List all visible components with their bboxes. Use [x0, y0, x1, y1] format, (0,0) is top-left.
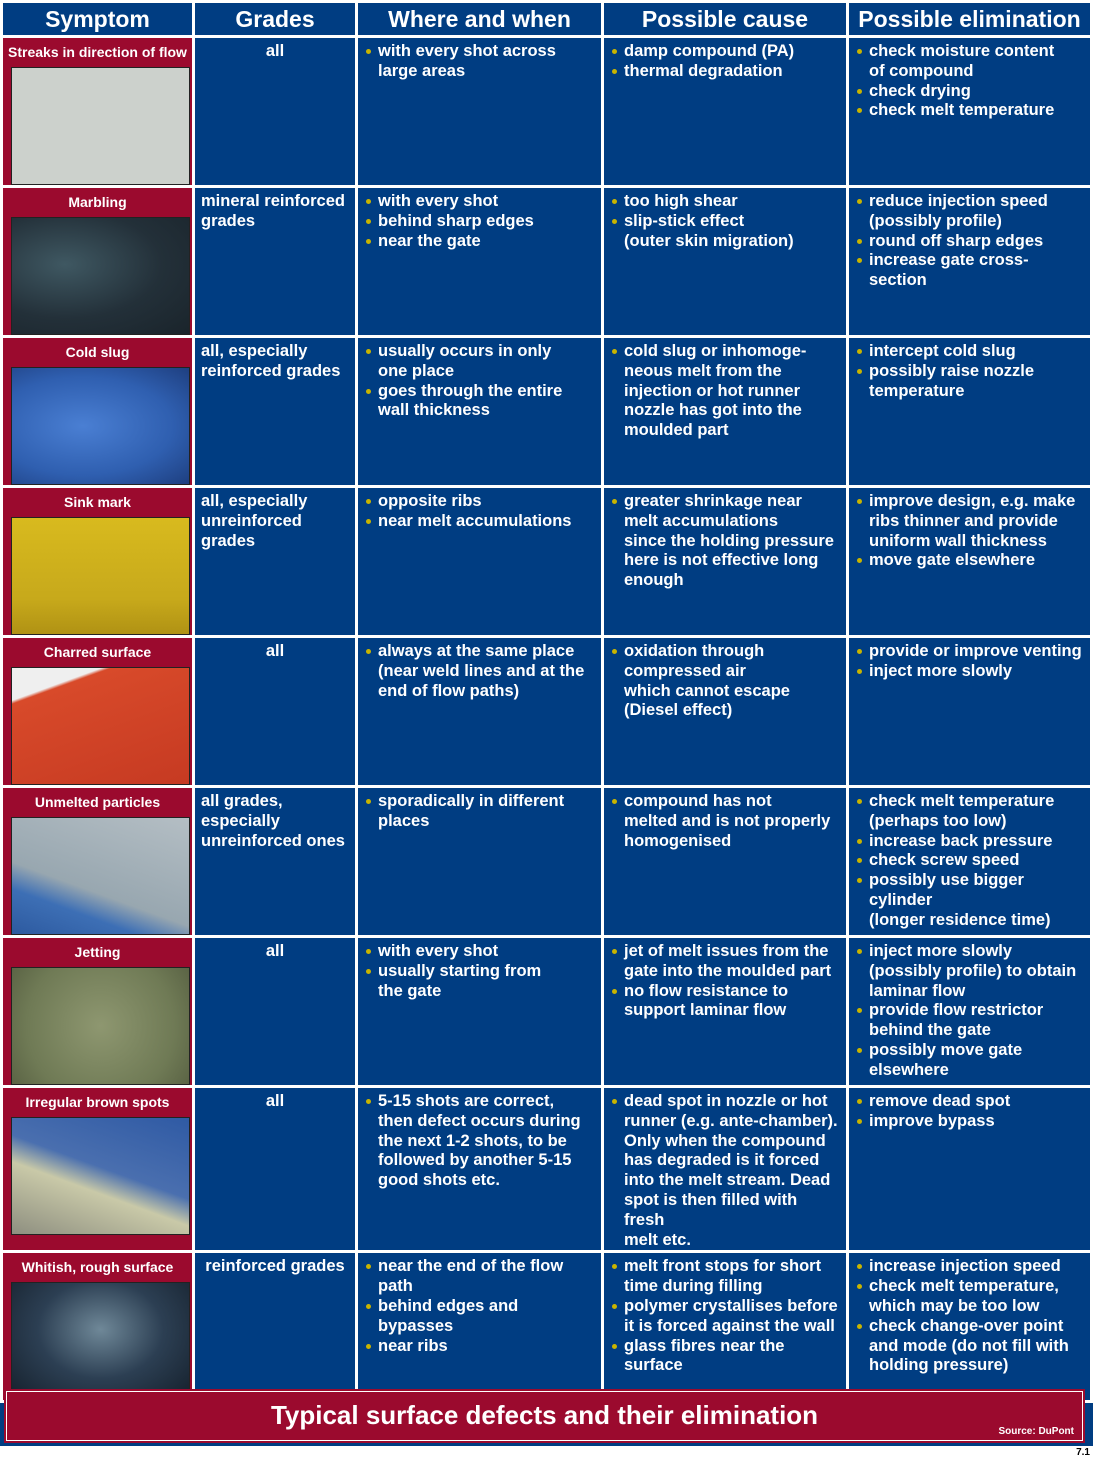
- bullet-list: [610, 642, 840, 721]
- symptom-label: Cold slug: [65, 344, 130, 360]
- table-row: [3, 638, 1090, 785]
- header-possible-elimination: Possible elimination: [849, 3, 1090, 35]
- grades-line: all, especially: [201, 492, 308, 510]
- symptom-cell: [3, 638, 192, 785]
- bullet-item: check screw speed: [855, 851, 1084, 871]
- bullet-item: too high shear: [610, 192, 840, 212]
- grades-cell: [195, 1253, 355, 1400]
- elimination-cell: [849, 338, 1090, 485]
- bullet-item: check melt temperature: [855, 792, 1084, 812]
- bullet-item: improve bypass: [855, 1112, 1084, 1132]
- bullet-continuation: one place: [378, 361, 455, 380]
- symptom-label: Sink mark: [64, 494, 131, 510]
- where-cell: [358, 638, 601, 785]
- header-symptom: Symptom: [3, 3, 192, 35]
- elimination-cell: [849, 1088, 1090, 1250]
- bullet-list: [855, 1257, 1084, 1376]
- elimination-cell: [849, 188, 1090, 335]
- bullet-continuation: temperature: [869, 381, 965, 400]
- bullet-list: [364, 1092, 595, 1191]
- bullet-continuation: spot is then filled with fresh: [624, 1190, 798, 1229]
- grades-line: all: [265, 1092, 285, 1110]
- bullet-continuation: nozzle has got into the: [624, 401, 802, 420]
- grades-cell: [195, 188, 355, 335]
- bullet-list: [855, 792, 1084, 931]
- bullet-continuation: (possibly profile) to obtain: [869, 961, 1077, 980]
- bullet-list: [610, 342, 840, 441]
- sink-mark-photo: [11, 517, 190, 635]
- unmelted-particles-photo: [11, 817, 190, 935]
- bullet-list: [610, 942, 840, 1021]
- elimination-cell: [849, 788, 1090, 935]
- bullet-item: inject more slowly: [855, 942, 1084, 962]
- bullet-list: [364, 792, 595, 832]
- bullet-item: with every shot across: [364, 42, 595, 62]
- cold-slug-photo: [11, 367, 190, 485]
- table-row: [3, 1253, 1090, 1400]
- bullet-list: [610, 1257, 840, 1376]
- bullet-continuation: support laminar flow: [624, 1001, 787, 1020]
- bullet-item: damp compound (PA): [610, 42, 840, 62]
- bullet-list: [364, 342, 595, 421]
- bullet-continuation: uniform wall thickness: [869, 531, 1047, 550]
- bullet-item: check melt temperature,: [855, 1277, 1084, 1297]
- grades-line: all grades,: [201, 792, 283, 810]
- grades-cell: [195, 938, 355, 1085]
- bullet-continuation: since the holding pressure: [624, 531, 834, 550]
- bullet-continuation: good shots etc.: [378, 1171, 500, 1190]
- bullet-item: improve design, e.g. make: [855, 492, 1084, 512]
- bullet-continuation: and mode (do not fill with: [869, 1336, 1069, 1355]
- symptom-cell: [3, 788, 192, 935]
- bullet-item: no flow resistance to: [610, 982, 840, 1002]
- bullet-item: cold slug or inhomoge-: [610, 342, 840, 362]
- bullet-continuation: laminar flow: [869, 981, 966, 1000]
- bullet-item: behind sharp edges: [364, 212, 595, 232]
- grades-cell: [195, 38, 355, 185]
- bullet-item: move gate elsewhere: [855, 551, 1084, 571]
- grades-cell: [195, 488, 355, 635]
- bullet-item: oxidation through: [610, 642, 840, 662]
- bullet-item: remove dead spot: [855, 1092, 1084, 1112]
- table-row: [3, 188, 1090, 335]
- bullet-item: possibly move gate: [855, 1041, 1084, 1061]
- grades-line: unreinforced: [201, 511, 302, 530]
- bullet-continuation: the gate: [378, 981, 442, 1000]
- grades-line: grades: [201, 531, 256, 550]
- grades-line: mineral reinforced: [201, 192, 345, 210]
- table-row: [3, 38, 1090, 185]
- where-cell: [358, 488, 601, 635]
- bullet-item: round off sharp edges: [855, 232, 1084, 252]
- bullet-item: compound has not: [610, 792, 840, 812]
- symptom-label: Irregular brown spots: [25, 1094, 170, 1110]
- bullet-list: [610, 792, 840, 851]
- bullet-list: [610, 192, 840, 251]
- cause-cell: [604, 788, 846, 935]
- bullet-continuation: melt etc.: [624, 1230, 691, 1249]
- bullet-continuation: of compound: [869, 61, 974, 80]
- bullet-list: [364, 42, 595, 82]
- bullet-continuation: it is forced against the wall: [624, 1316, 835, 1335]
- grades-line: grades: [201, 211, 256, 230]
- bullet-list: [855, 642, 1084, 682]
- cause-cell: [604, 188, 846, 335]
- symptom-cell: [3, 1088, 192, 1250]
- footer-title: Typical surface defects and their elimination: [270, 1400, 819, 1430]
- table-row: [3, 488, 1090, 635]
- grades-cell: [195, 788, 355, 935]
- bullet-continuation: (possibly profile): [869, 211, 1002, 230]
- bullet-continuation: the next 1-2 shots, to be: [378, 1131, 567, 1150]
- bullet-continuation: moulded part: [624, 421, 729, 440]
- bullet-continuation: homogenised: [624, 831, 732, 850]
- bullet-list: [855, 1092, 1084, 1132]
- bullet-continuation: large areas: [378, 61, 466, 80]
- bullet-list: [364, 492, 595, 532]
- bullet-item: usually occurs in only: [364, 342, 595, 362]
- symptom-cell: [3, 38, 192, 185]
- symptom-label: Marbling: [68, 194, 127, 210]
- where-cell: [358, 188, 601, 335]
- symptom-label: Jetting: [74, 944, 121, 960]
- bullet-list: [610, 42, 840, 82]
- bullet-item: provide flow restrictor: [855, 1001, 1084, 1021]
- bullet-item: possibly use bigger cylinder: [855, 871, 1084, 911]
- bullet-continuation: (Diesel effect): [624, 701, 733, 720]
- bullet-list: [364, 192, 595, 251]
- where-cell: [358, 338, 601, 485]
- bullet-continuation: melted and is not properly: [624, 811, 831, 830]
- footer-source: Source: DuPont: [998, 1426, 1074, 1437]
- symptom-label: Charred surface: [43, 644, 152, 660]
- bullet-item: with every shot: [364, 942, 595, 962]
- marbling-photo: [11, 217, 190, 335]
- bullet-list: [855, 42, 1084, 121]
- bullet-item: possibly raise nozzle: [855, 362, 1084, 382]
- where-cell: [358, 38, 601, 185]
- bullet-item: always at the same place: [364, 642, 595, 662]
- bullet-item: thermal degradation: [610, 62, 840, 82]
- elimination-cell: [849, 938, 1090, 1085]
- bullet-list: [855, 942, 1084, 1081]
- bullet-item: goes through the entire: [364, 382, 595, 402]
- grades-line: all: [265, 642, 285, 660]
- cause-cell: [604, 638, 846, 785]
- bullet-item: with every shot: [364, 192, 595, 212]
- footer-banner: [6, 1391, 1083, 1441]
- bullet-list: [855, 492, 1084, 571]
- bullet-continuation: time during filling: [624, 1277, 763, 1296]
- bullet-list: [610, 1092, 840, 1250]
- bullet-continuation: followed by another 5-15: [378, 1151, 572, 1170]
- cause-cell: [604, 38, 846, 185]
- bullet-continuation: (longer residence time): [869, 910, 1051, 929]
- elimination-cell: [849, 1253, 1090, 1400]
- bullet-list: [364, 642, 595, 701]
- bullet-continuation: gate into the moulded part: [624, 961, 832, 980]
- cause-cell: [604, 338, 846, 485]
- grades-cell: [195, 1088, 355, 1250]
- bullet-continuation: runner (e.g. ante-chamber).: [624, 1111, 838, 1130]
- bullet-continuation: (near weld lines and at the: [378, 661, 585, 680]
- bullet-continuation: holding pressure): [869, 1356, 1009, 1375]
- grades-line: unreinforced ones: [201, 831, 345, 850]
- elimination-cell: [849, 38, 1090, 185]
- bullet-continuation: elsewhere: [869, 1060, 949, 1079]
- cause-cell: [604, 938, 846, 1085]
- bullet-continuation: then defect occurs during: [378, 1111, 581, 1130]
- symptom-cell: [3, 938, 192, 1085]
- bullet-item: intercept cold slug: [855, 342, 1084, 362]
- cause-cell: [604, 1253, 846, 1400]
- bullet-continuation: melt accumulations: [624, 511, 779, 530]
- grades-line: reinforced grades: [205, 1257, 345, 1276]
- bullet-item: check melt temperature: [855, 101, 1084, 121]
- bullet-item: increase back pressure: [855, 832, 1084, 852]
- cause-cell: [604, 1088, 846, 1250]
- bullet-item: inject more slowly: [855, 662, 1084, 682]
- symptom-cell: [3, 188, 192, 335]
- bullet-continuation: injection or hot runner: [624, 381, 800, 400]
- streaks-photo: [11, 67, 190, 185]
- grades-line: reinforced grades: [201, 361, 341, 380]
- table-row: [3, 788, 1090, 935]
- bullet-item: near ribs: [364, 1337, 595, 1357]
- bullet-item: greater shrinkage near: [610, 492, 840, 512]
- bullet-continuation: which may be too low: [869, 1296, 1040, 1315]
- grades-cell: [195, 638, 355, 785]
- grades-line: especially: [201, 811, 280, 830]
- bullet-item: polymer crystallises before: [610, 1297, 840, 1317]
- jetting-photo: [11, 967, 190, 1085]
- bullet-list: [364, 1257, 595, 1356]
- header-where-and-when: Where and when: [358, 3, 601, 35]
- bullet-continuation: end of flow paths): [378, 681, 520, 700]
- header-grades: Grades: [195, 3, 355, 35]
- bullet-item: provide or improve venting: [855, 642, 1084, 662]
- bullet-continuation: behind the gate: [869, 1021, 991, 1040]
- bullet-continuation: ribs thinner and provide: [869, 511, 1058, 530]
- header-possible-cause: Possible cause: [604, 3, 846, 35]
- header-row: [3, 3, 1090, 35]
- symptom-cell: [3, 1253, 192, 1400]
- bullet-item: sporadically in different: [364, 792, 595, 812]
- bullet-continuation: which cannot escape: [624, 681, 790, 700]
- bullet-item: glass fibres near the surface: [610, 1337, 840, 1377]
- brown-spots-photo: [11, 1117, 190, 1235]
- bullet-item: dead spot in nozzle or hot: [610, 1092, 840, 1112]
- bullet-item: reduce injection speed: [855, 192, 1084, 212]
- bullet-continuation: has degraded is it forced: [624, 1151, 820, 1170]
- bullet-list: [610, 492, 840, 591]
- bullet-item: usually starting from: [364, 962, 595, 982]
- bullet-item: slip-stick effect: [610, 212, 840, 232]
- symptom-label: Whitish, rough surface: [21, 1259, 174, 1276]
- bullet-list: [364, 942, 595, 1001]
- bullet-continuation: wall thickness: [378, 401, 490, 420]
- whitish-surface-photo: [11, 1282, 190, 1400]
- symptom-label: Streaks in direction of flow: [8, 44, 187, 60]
- bullet-item: check change-over point: [855, 1317, 1084, 1337]
- bullet-item: increase injection speed: [855, 1257, 1084, 1277]
- bullet-item: behind edges and bypasses: [364, 1297, 595, 1337]
- bullet-item: jet of melt issues from the: [610, 942, 840, 962]
- charred-surface-photo: [11, 667, 190, 785]
- bullet-item: near melt accumulations: [364, 512, 595, 532]
- bullet-continuation: (outer skin migration): [624, 231, 794, 250]
- bullet-item: increase gate cross-section: [855, 251, 1084, 291]
- bullet-item: check drying: [855, 82, 1084, 102]
- elimination-cell: [849, 488, 1090, 635]
- table-row: [3, 1088, 1090, 1250]
- bullet-continuation: into the melt stream. Dead: [624, 1171, 831, 1190]
- table-row: [3, 938, 1090, 1085]
- table-row: [3, 338, 1090, 485]
- page-number: 7.1: [1076, 1447, 1090, 1458]
- bullet-continuation: compressed air: [624, 661, 746, 680]
- bullet-continuation: (perhaps too low): [869, 811, 1007, 830]
- where-cell: [358, 788, 601, 935]
- bullet-continuation: neous melt from the: [624, 361, 782, 380]
- bullet-continuation: Only when the compound: [624, 1131, 826, 1150]
- elimination-cell: [849, 638, 1090, 785]
- bullet-item: near the end of the flow path: [364, 1257, 595, 1297]
- bullet-continuation: places: [378, 811, 430, 830]
- bullet-continuation: enough: [624, 571, 684, 590]
- bullet-item: 5-15 shots are correct,: [364, 1092, 595, 1112]
- grades-line: all, especially: [201, 342, 308, 360]
- where-cell: [358, 1253, 601, 1400]
- symptom-label: Unmelted particles: [34, 794, 161, 810]
- grades-cell: [195, 338, 355, 485]
- bullet-item: melt front stops for short: [610, 1257, 840, 1277]
- where-cell: [358, 938, 601, 1085]
- cause-cell: [604, 488, 846, 635]
- bullet-continuation: here is not effective long: [624, 551, 819, 570]
- bullet-item: check moisture content: [855, 42, 1084, 62]
- grades-line: all: [265, 42, 285, 60]
- where-cell: [358, 1088, 601, 1250]
- bullet-item: near the gate: [364, 232, 595, 252]
- bullet-item: opposite ribs: [364, 492, 595, 512]
- bullet-list: [855, 342, 1084, 401]
- grades-line: all: [265, 942, 285, 960]
- symptom-cell: [3, 488, 192, 635]
- bullet-list: [855, 192, 1084, 291]
- symptom-cell: [3, 338, 192, 485]
